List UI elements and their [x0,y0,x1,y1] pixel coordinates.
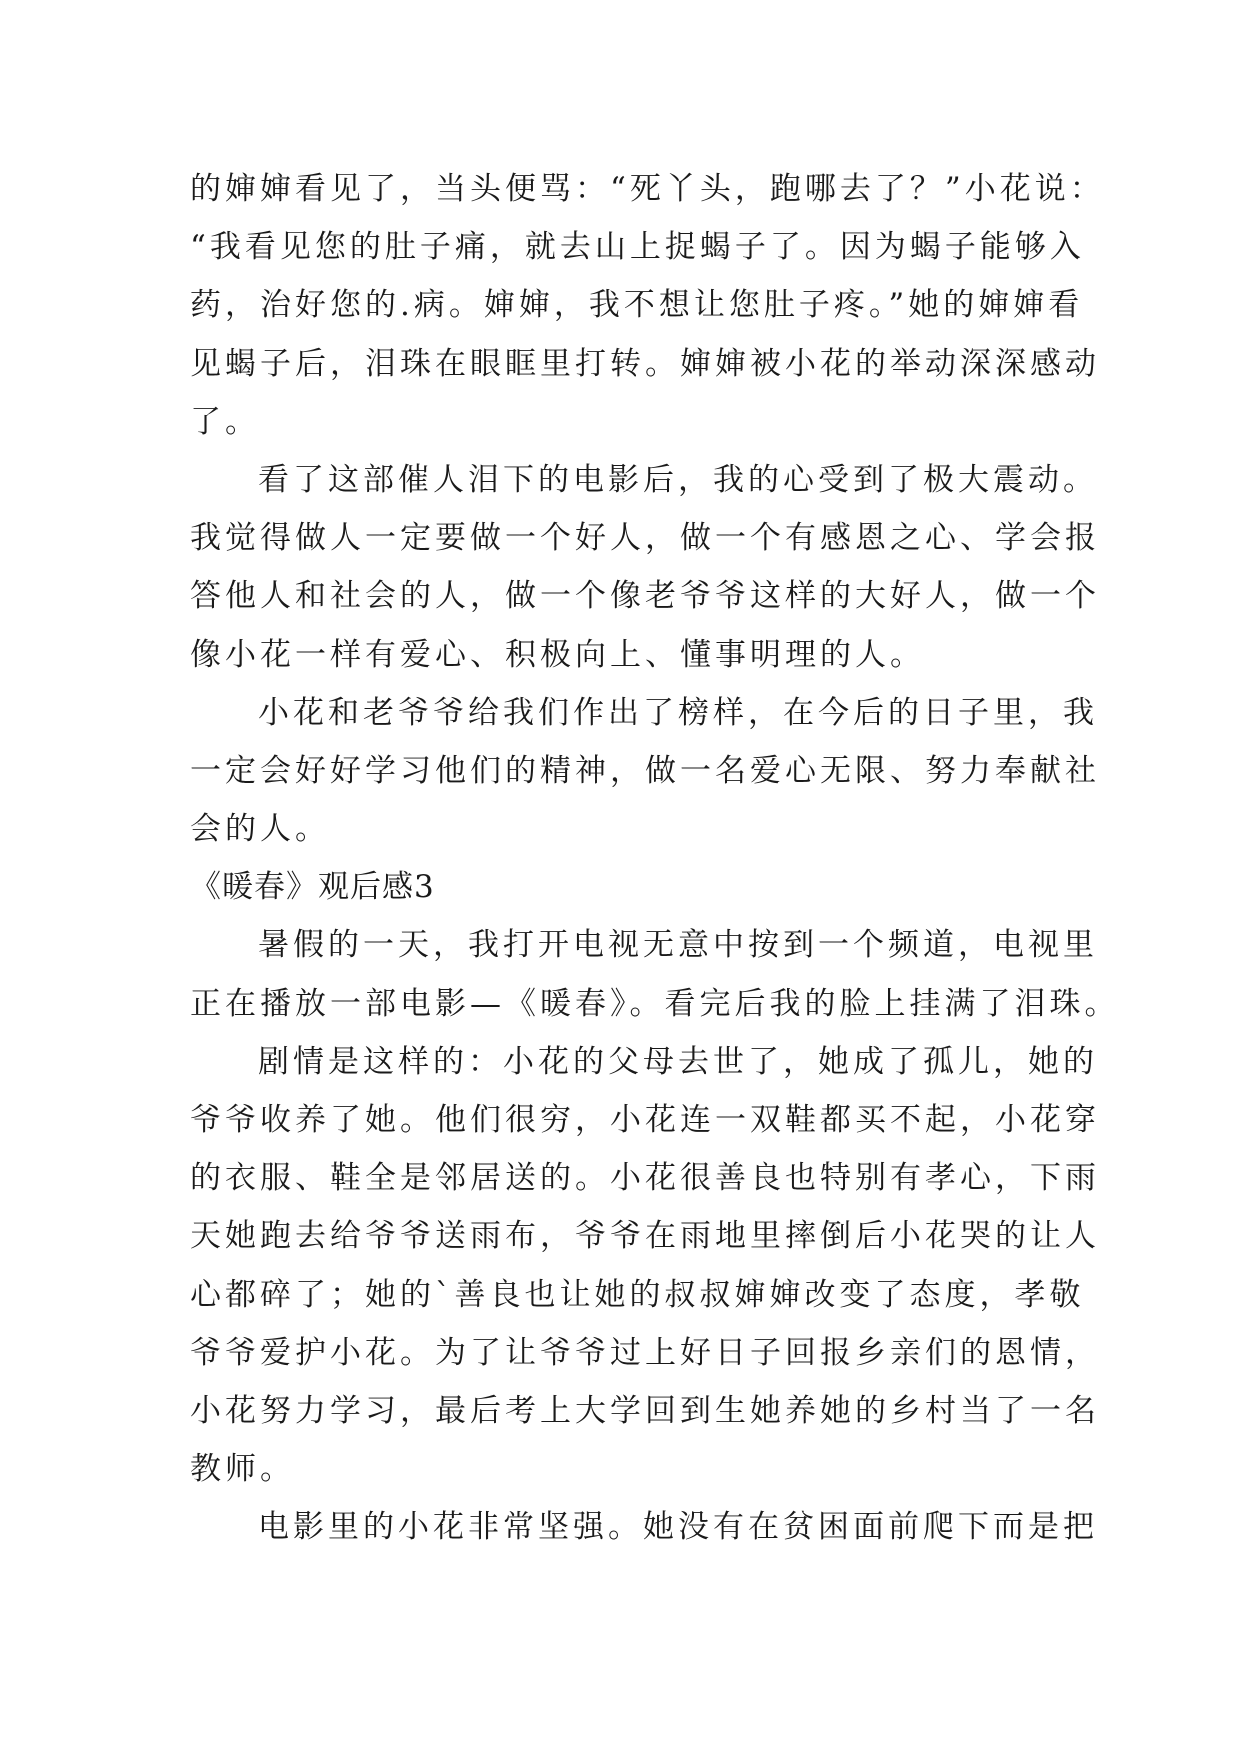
text-line: 看了这部催人泪下的电影后，我的心受到了极大震动。 [258,461,1098,498]
paragraph [190,160,1105,451]
text-line: 教师。 [190,1451,295,1488]
text-line: 会的人。 [190,811,330,848]
text-line: 小花努力学习，最后考上大学回到生她养她的乡村当了一名 [190,1392,1100,1429]
text-line: 药，治好您的.病。婶婶，我不想让您肚子疼。”她的婶婶看 [190,287,1084,324]
text-line: 像小花一样有爱心、积极向上、懂事明理的人。 [190,636,925,673]
text-line: 爷爷爱护小花。为了让爷爷过上好日子回报乡亲们的恩情， [190,1334,1100,1371]
paragraph [190,916,1120,1032]
paragraph [190,684,1100,859]
document-body [190,160,1120,1557]
text-line: 答他人和社会的人，做一个像老爷爷这样的大好人，做一个 [190,578,1100,615]
text-line: 天她跑去给爷爷送雨布，爷爷在雨地里摔倒后小花哭的让人 [190,1218,1100,1255]
paragraph [190,1033,1100,1499]
text-line: 我觉得做人一定要做一个好人，做一个有感恩之心、学会报 [190,520,1100,557]
paragraph [190,451,1100,684]
text-line: 一定会好好学习他们的精神，做一名爱心无限、努力奉献社 [190,752,1100,789]
text-line: 电影里的小花非常坚强。她没有在贫困面前爬下而是把 [258,1509,1098,1546]
text-line: 剧情是这样的：小花的父母去世了，她成了孤儿，她的 [258,1043,1098,1080]
text-line: 见蝎子后，泪珠在眼眶里打转。婶婶被小花的举动深深感动 [190,345,1100,382]
paragraph [190,1498,1098,1556]
text-line: 的婶婶看见了，当头便骂：“死丫头，跑哪去了？”小花说： [190,171,1105,207]
text-line: 正在播放一部电影—《暖春》。看完后我的脸上挂满了泪珠。 [190,985,1120,1022]
text-line: 的衣服、鞋全是邻居送的。小花很善良也特别有孝心，下雨 [190,1160,1100,1197]
text-line: 心都碎了；她的`善良也让她的叔叔婶婶改变了态度，孝敬 [190,1276,1085,1313]
text-line: “我看见您的肚子痛，就去山上捉蝎子了。因为蝎子能够入 [190,229,1085,266]
text-line: 爷爷收养了她。他们很穷，小花连一双鞋都买不起，小花穿 [190,1102,1100,1138]
text-line: 了。 [190,403,260,440]
section-heading: 《暖春》观后感3 [190,869,435,906]
text-line: 暑假的一天，我打开电视无意中按到一个频道，电视里 [258,927,1098,964]
text-line: 小花和老爷爷给我们作出了榜样，在今后的日子里，我 [258,694,1098,731]
